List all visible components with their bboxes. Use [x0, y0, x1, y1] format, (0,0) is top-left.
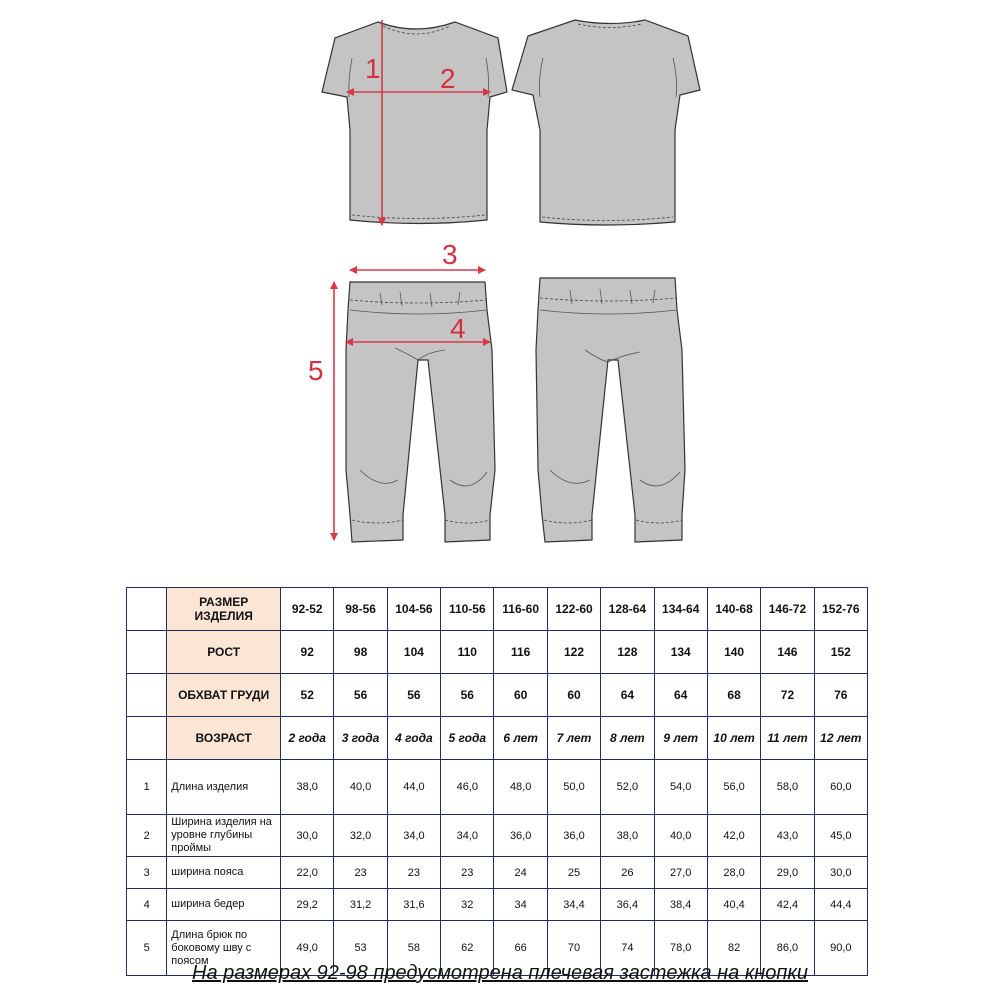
table-cell: 25 [547, 857, 600, 889]
table-cell: 45,0 [814, 815, 867, 857]
table-cell: 60,0 [814, 760, 867, 815]
measurement-row [127, 815, 868, 857]
table-cell: 152-76 [814, 588, 867, 631]
table-cell: 116 [494, 631, 547, 674]
table-cell: 8 лет [601, 717, 654, 760]
table-cell: 56 [387, 674, 440, 717]
measurement-label: ширина бедер [167, 889, 281, 921]
measurement-label: Длина изделия [167, 760, 281, 815]
table-cell: 11 лет [761, 717, 814, 760]
table-cell: 104-56 [387, 588, 440, 631]
tshirt-back-drawing [512, 20, 700, 225]
table-cell: 152 [814, 631, 867, 674]
table-cell: 134 [654, 631, 707, 674]
table-cell: 134-64 [654, 588, 707, 631]
table-cell: 64 [654, 674, 707, 717]
table-cell: 49,0 [281, 921, 334, 976]
table-cell: 31,2 [334, 889, 387, 921]
table-cell: 12 лет [814, 717, 867, 760]
table-cell: 44,4 [814, 889, 867, 921]
table-cell: 28,0 [707, 857, 760, 889]
table-cell: 32,0 [334, 815, 387, 857]
pants-front-drawing [346, 282, 495, 542]
header-row-label: ОБХВАТ ГРУДИ [167, 674, 281, 717]
table-cell: 29,0 [761, 857, 814, 889]
measurement-label: ширина пояса [167, 857, 281, 889]
table-cell: 54,0 [654, 760, 707, 815]
table-cell: 27,0 [654, 857, 707, 889]
table-cell: 38,4 [654, 889, 707, 921]
table-cell: 34,0 [441, 815, 494, 857]
table-cell: 2 года [281, 717, 334, 760]
measurement-number: 2 [127, 815, 167, 857]
size-chart-table [126, 587, 868, 976]
measurement-number: 5 [127, 921, 167, 976]
header-row [127, 588, 868, 631]
measurement-number: 3 [127, 857, 167, 889]
table-cell: 122-60 [547, 588, 600, 631]
measurement-label: Ширина изделия на уровне глубины проймы [167, 815, 281, 857]
measure-label-5: 5 [308, 355, 324, 386]
measurement-number: 4 [127, 889, 167, 921]
table-cell: 76 [814, 674, 867, 717]
table-cell: 7 лет [547, 717, 600, 760]
tshirt-front-drawing [322, 22, 507, 224]
table-cell: 30,0 [814, 857, 867, 889]
table-cell: 68 [707, 674, 760, 717]
table-cell: 128 [601, 631, 654, 674]
table-cell: 31,6 [387, 889, 440, 921]
table-cell: 32 [441, 889, 494, 921]
table-cell: 92-52 [281, 588, 334, 631]
table-cell: 66 [494, 921, 547, 976]
table-cell: 34 [494, 889, 547, 921]
table-cell: 23 [387, 857, 440, 889]
table-cell: 30,0 [281, 815, 334, 857]
table-cell: 56 [334, 674, 387, 717]
header-row-label: РАЗМЕР ИЗДЕЛИЯ [167, 588, 281, 631]
table-cell: 82 [707, 921, 760, 976]
table-cell: 46,0 [441, 760, 494, 815]
header-row-label: РОСТ [167, 631, 281, 674]
header-row [127, 674, 868, 717]
table-cell: 104 [387, 631, 440, 674]
table-cell: 48,0 [494, 760, 547, 815]
table-cell: 44,0 [387, 760, 440, 815]
table-cell: 122 [547, 631, 600, 674]
table-cell: 34,0 [387, 815, 440, 857]
header-row [127, 717, 868, 760]
table-cell: 34,4 [547, 889, 600, 921]
table-cell: 140-68 [707, 588, 760, 631]
table-cell: 52 [281, 674, 334, 717]
table-cell-empty [127, 717, 167, 760]
table-cell: 22,0 [281, 857, 334, 889]
measurement-row [127, 889, 868, 921]
table-cell: 10 лет [707, 717, 760, 760]
table-cell: 24 [494, 857, 547, 889]
measure-label-3: 3 [442, 239, 458, 270]
table-cell: 62 [441, 921, 494, 976]
measurement-number: 1 [127, 760, 167, 815]
table-cell: 4 года [387, 717, 440, 760]
table-cell-empty [127, 588, 167, 631]
table-cell: 128-64 [601, 588, 654, 631]
measurement-row [127, 760, 868, 815]
table-cell: 110-56 [441, 588, 494, 631]
measure-label-2: 2 [440, 63, 456, 94]
table-cell: 36,0 [494, 815, 547, 857]
table-cell: 40,0 [654, 815, 707, 857]
table-cell: 92 [281, 631, 334, 674]
table-cell: 9 лет [654, 717, 707, 760]
table-cell: 29,2 [281, 889, 334, 921]
measure-label-4: 4 [450, 313, 466, 344]
table-cell: 70 [547, 921, 600, 976]
measurement-row [127, 857, 868, 889]
table-cell: 58,0 [761, 760, 814, 815]
table-cell: 58 [387, 921, 440, 976]
table-cell: 40,0 [334, 760, 387, 815]
table-cell: 5 года [441, 717, 494, 760]
table-cell: 98 [334, 631, 387, 674]
table-cell-empty [127, 674, 167, 717]
table-cell: 38,0 [601, 815, 654, 857]
table-cell: 23 [441, 857, 494, 889]
table-cell: 38,0 [281, 760, 334, 815]
table-cell-empty [127, 631, 167, 674]
table-cell: 146-72 [761, 588, 814, 631]
table-cell: 74 [601, 921, 654, 976]
table-cell: 72 [761, 674, 814, 717]
table-cell: 116-60 [494, 588, 547, 631]
table-cell: 90,0 [814, 921, 867, 976]
table-cell: 56 [441, 674, 494, 717]
table-cell: 43,0 [761, 815, 814, 857]
table-cell: 36,4 [601, 889, 654, 921]
table-cell: 98-56 [334, 588, 387, 631]
table-cell: 53 [334, 921, 387, 976]
table-cell: 26 [601, 857, 654, 889]
table-cell: 64 [601, 674, 654, 717]
table-cell: 60 [494, 674, 547, 717]
footnote-shoulder-fastener: На размерах 92-98 предусмотрена плечевая застежка на кнопки [192, 962, 808, 984]
measure-label-1: 1 [365, 53, 381, 84]
table-cell: 146 [761, 631, 814, 674]
table-cell: 6 лет [494, 717, 547, 760]
table-cell: 42,4 [761, 889, 814, 921]
table-cell: 42,0 [707, 815, 760, 857]
table-cell: 52,0 [601, 760, 654, 815]
table-cell: 50,0 [547, 760, 600, 815]
table-cell: 56,0 [707, 760, 760, 815]
table-cell: 78,0 [654, 921, 707, 976]
table-cell: 140 [707, 631, 760, 674]
table-cell: 3 года [334, 717, 387, 760]
table-cell: 86,0 [761, 921, 814, 976]
table-cell: 60 [547, 674, 600, 717]
header-row-label: ВОЗРАСТ [167, 717, 281, 760]
pants-back-drawing [536, 278, 685, 542]
table-cell: 23 [334, 857, 387, 889]
table-cell: 110 [441, 631, 494, 674]
table-cell: 36,0 [547, 815, 600, 857]
table-cell: 40,4 [707, 889, 760, 921]
measurement-label: Длина брюк по боковому шву с поясом [167, 921, 281, 976]
header-row [127, 631, 868, 674]
